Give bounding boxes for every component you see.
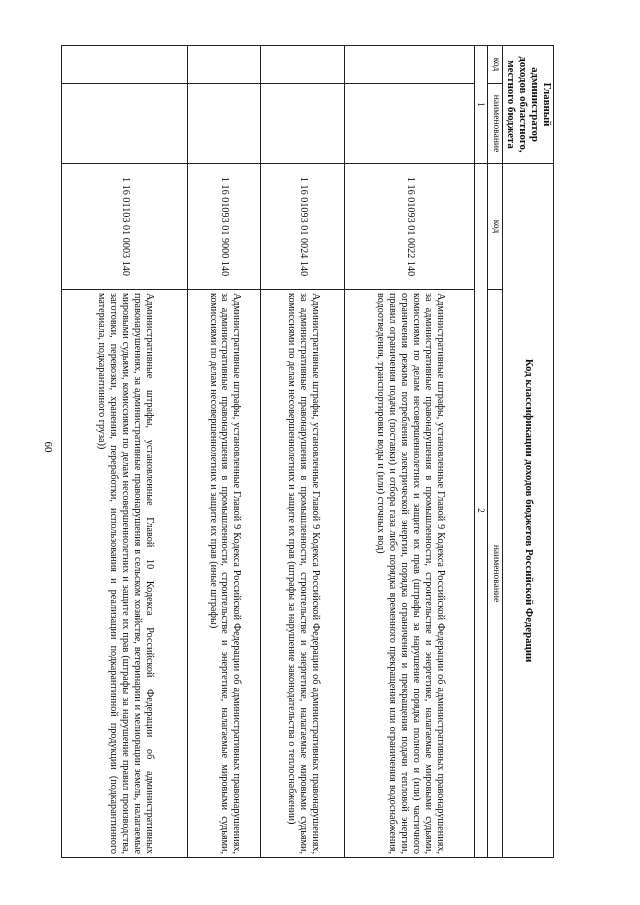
row-description-cell: Административные штрафы, установленные Главой 9 Кодекса Российской Федерации об административных правонарушениях, за административные правонарушения в промышленности, строительстве и энергетике, налагаемые мировыми судьями, комиссиями по делам несовершеннолетних и защите их прав (штрафы за нарушение порядка полного и (или) частичного ограничения режима потребления электрической энергии, порядка ограничения и прекращения подачи тепловой энергии, правил ограничения подачи (поставки) и отбора газа либо порядка временного прекращения или ограничения водоснабжения, водоотведения, транспортировки воды и (или) сточных вод) [345,290,475,858]
column-number-1: 1 [475,46,488,164]
row-description-cell: Административные штрафы, установленные Главой 10 Кодекса Российской Федерации об административных правонарушениях, за административные правонарушения в сельском хозяйстве, ветеринарии и мелиорации земель, налагаемые мировыми судьями, комиссиями по делам несовершеннолетних и защите их прав (штрафы за нарушение правил производства, заготовки, перевозки, хранения, переработки, использования и реализации подкарантинной продукции (подкарантинного материала, подкарантинного груза)) [62,290,188,858]
row-kod-cell [345,46,475,84]
row-name-cell [345,84,475,164]
row-name-cell [261,84,345,164]
row-kod-cell [62,46,188,84]
table-row [188,46,261,858]
row-name-cell [62,84,188,164]
row-code-cell: 1 16 01093 01 0022 140 [345,164,475,290]
row-kod-cell [261,46,345,84]
page-number: 60 [42,441,54,453]
header-chief-administrator: Главный администратор доходов областного, местного бюджета [503,46,554,164]
table-row [261,46,345,858]
row-code-cell: 1 16 01103 01 0003 140 [62,164,188,290]
column-number-2: 2 [475,164,488,858]
rotated-page-content [70,45,554,857]
row-description-cell: Административные штрафы, установленные Главой 9 Кодекса Российской Федерации об административных правонарушениях, за административные правонарушения в промышленности, строительстве и энергетике, налагаемые мировыми судьями, комиссиями по делам несовершеннолетних и защите их прав (иные штрафы) [188,290,261,858]
row-description-cell: Административные штрафы, установленные Главой 9 Кодекса Российской Федерации об административных правонарушениях, за административные правонарушения в промышленности, строительстве и энергетике, налагаемые мировыми судьями, комиссиями по делам несовершеннолетних и защите их прав (штрафы за нарушение законодательства о теплоснабжении) [261,290,345,858]
column-header-name-left: наименование [488,84,503,164]
column-header-kod-right: код [488,164,503,290]
column-header-name-right: наименование [488,290,503,858]
row-name-cell [188,84,261,164]
header-revenue-code: Код классификации доходов бюджетов Российской Федерации [503,164,554,858]
revenue-classification-table [61,45,554,858]
row-code-cell: 1 16 01093 01 9000 140 [188,164,261,290]
table-row [345,46,475,858]
row-kod-cell [188,46,261,84]
table-row [62,46,188,858]
row-code-cell: 1 16 01093 01 0024 140 [261,164,345,290]
column-header-kod-left: код [488,46,503,84]
